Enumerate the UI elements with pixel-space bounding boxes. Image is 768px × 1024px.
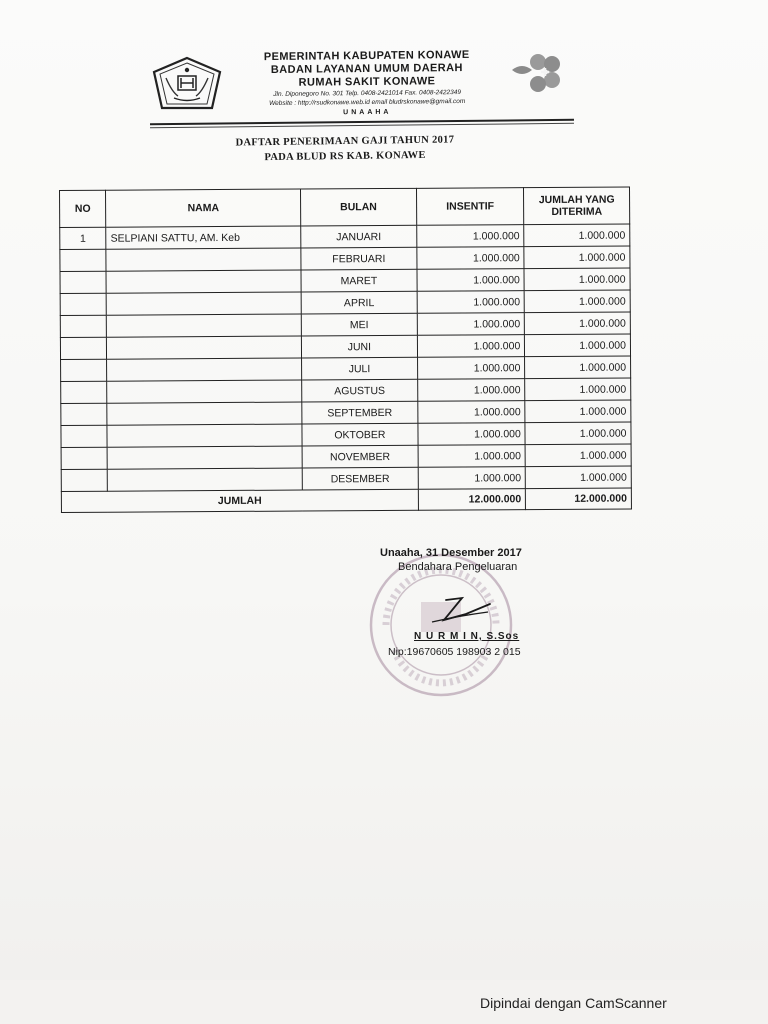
cell-bulan: JUNI — [301, 335, 417, 358]
cell-jumlah: 1.000.000 — [525, 422, 631, 445]
cell-no — [61, 403, 107, 425]
cell-insentif: 1.000.000 — [417, 335, 525, 358]
cell-no — [60, 271, 106, 293]
cell-no — [60, 315, 106, 337]
cell-bulan: AGUSTUS — [302, 379, 418, 402]
header-nama: NAMA — [106, 189, 301, 227]
cell-jumlah: 1.000.000 — [525, 444, 631, 467]
table-header-row — [60, 187, 630, 227]
signature-nip: Nip:19670605 198903 2 015 — [388, 646, 521, 658]
header-no: NO — [60, 190, 107, 227]
cell-jumlah: 1.000.000 — [524, 290, 630, 313]
salary-table-wrapper — [59, 187, 632, 513]
total-insentif: 12.000.000 — [418, 489, 526, 511]
cell-nama — [106, 292, 301, 315]
cell-insentif: 1.000.000 — [417, 247, 525, 270]
total-row — [61, 488, 631, 512]
cell-jumlah: 1.000.000 — [524, 224, 630, 247]
document-title — [200, 132, 490, 166]
cell-nama: SELPIANI SATTU, AM. Keb — [106, 226, 301, 249]
header-insentif: INSENTIF — [416, 188, 524, 226]
cell-no — [61, 359, 107, 381]
letterhead-website: Website : http://rsudkonawe.web.id email bludrskonawe@gmail.com — [269, 97, 466, 108]
cell-bulan: MARET — [301, 269, 417, 292]
cell-nama — [106, 270, 301, 293]
camscanner-footer: Dipindai dengan CamScanner — [480, 995, 667, 1011]
letterhead — [222, 48, 513, 117]
cell-bulan: JANUARI — [301, 225, 417, 248]
cell-nama — [107, 424, 302, 447]
total-jumlah: 12.000.000 — [526, 488, 632, 510]
cell-nama — [108, 468, 303, 491]
cell-insentif: 1.000.000 — [418, 423, 526, 446]
cell-jumlah: 1.000.000 — [524, 246, 630, 269]
cell-insentif: 1.000.000 — [418, 401, 526, 424]
cell-nama — [107, 380, 302, 403]
cell-nama — [107, 358, 302, 381]
cell-no — [61, 425, 107, 447]
cell-no — [61, 381, 107, 403]
letterhead-line1: PEMERINTAH KABUPATEN KONAWE — [263, 48, 470, 64]
signature-name: N U R M I N, S.Sos — [414, 631, 520, 642]
total-label: JUMLAH — [61, 489, 418, 512]
cell-insentif: 1.000.000 — [417, 379, 525, 402]
salary-table — [59, 187, 632, 513]
cell-insentif: 1.000.000 — [417, 357, 525, 380]
title-line1: DAFTAR PENERIMAAN GAJI TAHUN 2017 — [235, 134, 455, 149]
title-line2: PADA BLUD RS KAB. KONAWE — [264, 149, 426, 164]
cell-jumlah: 1.000.000 — [525, 334, 631, 357]
cell-bulan: APRIL — [301, 291, 417, 314]
letterhead-city: UNAAHA — [343, 108, 392, 117]
header-jumlah-line2: DITERIMA — [551, 205, 603, 218]
cell-jumlah: 1.000.000 — [525, 400, 631, 423]
konawe-emblem-logo — [152, 56, 222, 112]
cell-jumlah: 1.000.000 — [525, 356, 631, 379]
hospital-emblem-logo — [508, 50, 570, 98]
cell-no: 1 — [60, 227, 106, 249]
cell-nama — [106, 248, 301, 271]
header-jumlah-line1: JUMLAH YANG — [538, 193, 615, 207]
cell-nama — [107, 446, 302, 469]
cell-no — [60, 337, 106, 359]
cell-insentif: 1.000.000 — [417, 269, 525, 292]
header-jumlah — [524, 187, 630, 225]
cell-bulan: MEI — [301, 313, 417, 336]
letterhead-line2: BADAN LAYANAN UMUM DAERAH — [270, 61, 463, 77]
header-bulan: BULAN — [301, 188, 417, 226]
cell-bulan: SEPTEMBER — [302, 401, 418, 424]
cell-bulan: JULI — [302, 357, 418, 380]
cell-insentif: 1.000.000 — [417, 291, 525, 314]
signature-block — [380, 547, 570, 658]
cell-insentif: 1.000.000 — [416, 225, 524, 248]
cell-jumlah: 1.000.000 — [525, 378, 631, 401]
cell-no — [60, 249, 106, 271]
cell-jumlah: 1.000.000 — [524, 268, 630, 291]
cell-nama — [107, 314, 302, 337]
cell-insentif: 1.000.000 — [417, 313, 525, 336]
cell-insentif: 1.000.000 — [418, 445, 526, 468]
cell-no — [61, 469, 107, 491]
cell-bulan: NOVEMBER — [302, 445, 418, 468]
letterhead-address: Jln. Diponegoro No. 301 Telp. 0408-2421014 Fax. 0408-2422349 — [273, 89, 461, 98]
signature-role: Bendahara Pengeluaran — [398, 561, 518, 573]
cell-nama — [107, 336, 302, 359]
cell-no — [61, 447, 107, 469]
letterhead-line3: RUMAH SAKIT KONAWE — [298, 75, 436, 89]
cell-insentif: 1.000.000 — [418, 467, 526, 490]
cell-jumlah: 1.000.000 — [526, 466, 632, 489]
cell-jumlah: 1.000.000 — [525, 312, 631, 335]
cell-bulan: DESEMBER — [302, 467, 418, 490]
cell-bulan: FEBRUARI — [301, 247, 417, 270]
cell-bulan: OKTOBER — [302, 423, 418, 446]
signature-date: Unaaha, 31 Desember 2017 — [380, 547, 522, 559]
cell-nama — [107, 402, 302, 425]
cell-no — [60, 293, 106, 315]
